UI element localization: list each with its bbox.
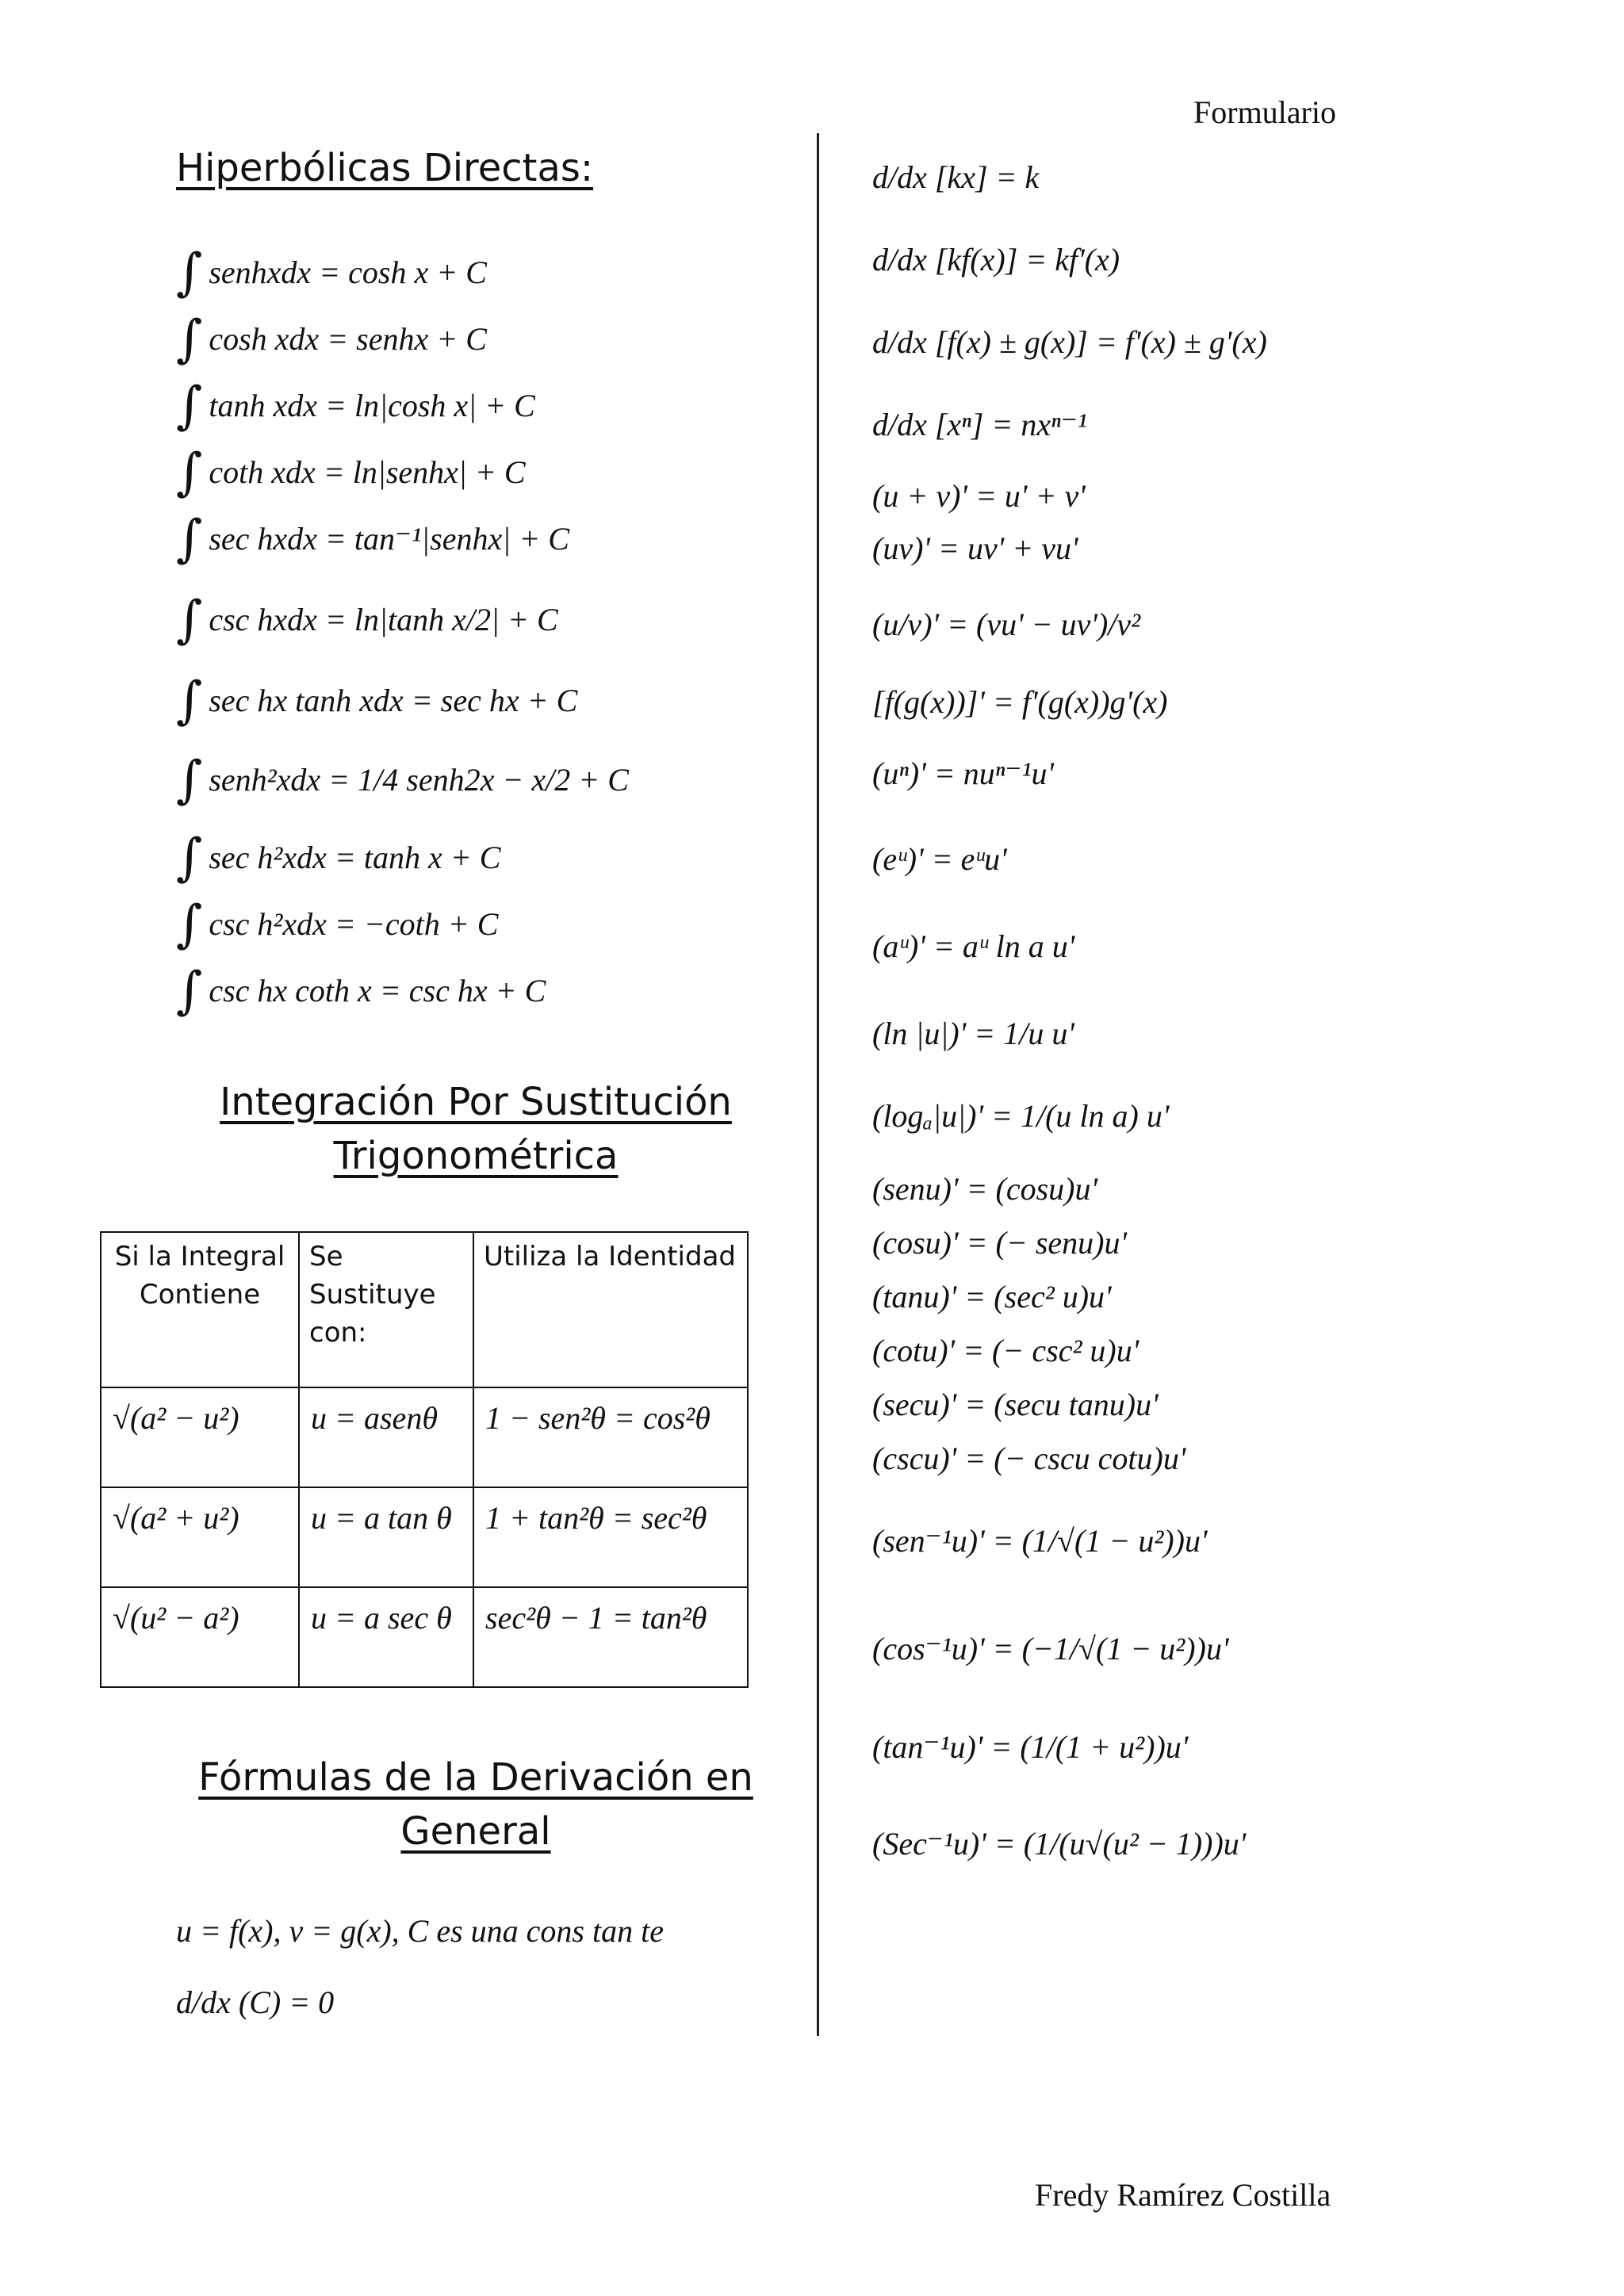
- integral-sign-icon: ∫: [176, 591, 203, 649]
- derivative-formula: (Sec⁻¹u)' = (1/(u√(u² − 1)))u': [872, 1826, 1247, 1862]
- integral-sign-icon: ∫: [176, 310, 203, 369]
- integral-sign-icon: ∫: [176, 828, 203, 887]
- hyperbolic-formula: ∫ sec hx tanh xdx = sec hx + C: [176, 672, 578, 730]
- author-footer: Fredy Ramírez Costilla: [1035, 2177, 1331, 2213]
- integral-sign-icon: ∫: [176, 377, 203, 435]
- table-cell: u = a sec θ: [299, 1587, 473, 1687]
- integral-sign-icon: ∫: [176, 510, 203, 568]
- derivative-formula: (senu)' = (cosu)u': [872, 1171, 1098, 1207]
- table-cell: 1 − sen²θ = cos²θ: [473, 1387, 748, 1487]
- derivative-formula: d/dx [xⁿ] = nxⁿ⁻¹: [872, 407, 1087, 442]
- table-cell: √(a² − u²): [101, 1387, 299, 1487]
- derivative-formula: [f(g(x))]' = f'(g(x))g'(x): [872, 684, 1168, 720]
- derivative-formula: (cos⁻¹u)' = (−1/√(1 − u²))u': [872, 1631, 1229, 1667]
- hyperbolic-formula: ∫ sec hxdx = tan⁻¹|senhx| + C: [176, 510, 569, 568]
- hyperbolic-formula: ∫ csc hx coth x = csc hx + C: [176, 962, 546, 1020]
- derivative-formula: (secu)' = (secu tanu)u': [872, 1387, 1159, 1422]
- table-cell: u = a tan θ: [299, 1487, 473, 1587]
- table-cell: u = asenθ: [299, 1387, 473, 1487]
- table-cell: sec²θ − 1 = tan²θ: [473, 1587, 748, 1687]
- hyperbolic-formula: ∫ cosh xdx = senhx + C: [176, 310, 487, 369]
- derivative-formula: (uv)' = uv' + vu': [872, 530, 1078, 566]
- derivative-formula: (cosu)' = (− senu)u': [872, 1225, 1128, 1261]
- table-cell: √(u² − a²): [101, 1587, 299, 1687]
- derivative-formula: (aᵘ)' = aᵘ ln a u': [872, 928, 1075, 964]
- derivative-formula: d/dx [kf(x)] = kf'(x): [872, 242, 1120, 277]
- substitution-table: [100, 1231, 749, 1688]
- column-divider: [817, 133, 819, 2036]
- table-header-row: [101, 1232, 748, 1387]
- table-cell: √(a² + u²): [101, 1487, 299, 1587]
- table-row: [101, 1587, 748, 1687]
- derivative-formula: (logₐ|u|)' = 1/(u ln a) u': [872, 1098, 1170, 1134]
- derivative-formula: (tan⁻¹u)' = (1/(1 + u²))u': [872, 1729, 1189, 1765]
- constant-rule-formula: d/dx (C) = 0: [176, 1984, 335, 2020]
- integral-sign-icon: ∫: [176, 962, 203, 1020]
- derivative-formula: (uⁿ)' = nuⁿ⁻¹u': [872, 756, 1055, 791]
- derivative-formula: (cotu)' = (− csc² u)u': [872, 1333, 1139, 1368]
- table-header-cell: Se Sustituye con:: [299, 1232, 473, 1387]
- hyperbolic-formula: ∫ coth xdx = ln|senhx| + C: [176, 443, 526, 502]
- derivative-formula: (eᵘ)' = eᵘu': [872, 841, 1007, 877]
- derivative-formula: (u + v)' = u' + v': [872, 478, 1086, 514]
- table-row: [101, 1387, 748, 1487]
- derivation-section-title: Fórmulas de la Derivación en General: [198, 1755, 753, 1854]
- hyperbolic-section-title: Hiperbólicas Directas:: [176, 146, 594, 190]
- hyperbolic-formula: ∫ tanh xdx = ln|cosh x| + C: [176, 377, 535, 435]
- table-row: [101, 1487, 748, 1587]
- derivative-formula: (ln |u|)' = 1/u u': [872, 1016, 1074, 1051]
- hyperbolic-formula: ∫ sec h²xdx = tanh x + C: [176, 828, 501, 887]
- hyperbolic-formula: ∫ senhxdx = cosh x + C: [176, 243, 487, 302]
- derivative-formula: (sen⁻¹u)' = (1/√(1 − u²))u': [872, 1523, 1208, 1559]
- table-cell: 1 + tan²θ = sec²θ: [473, 1487, 748, 1587]
- integral-sign-icon: ∫: [176, 443, 203, 502]
- hyperbolic-formula: ∫ csc h²xdx = −coth + C: [176, 895, 499, 954]
- derivative-formula: d/dx [kx] = k: [872, 159, 1040, 195]
- integral-sign-icon: ∫: [176, 751, 203, 809]
- hyperbolic-formula: ∫ senh²xdx = 1/4 senh2x − x/2 + C: [176, 751, 629, 809]
- derivative-formula: (u/v)' = (vu' − uv')/v²: [872, 607, 1141, 642]
- derivative-formula: (cscu)' = (− cscu cotu)u': [872, 1441, 1186, 1476]
- table-header-cell: Utiliza la Identidad: [473, 1232, 748, 1387]
- hyperbolic-formula: ∫ csc hxdx = ln|tanh x/2| + C: [176, 591, 558, 649]
- page-header-label: Formulario: [1193, 94, 1336, 130]
- integral-sign-icon: ∫: [176, 672, 203, 730]
- table-header-cell: Si la Integral Contiene: [101, 1232, 299, 1387]
- integral-sign-icon: ∫: [176, 895, 203, 954]
- derivative-formula: (tanu)' = (sec² u)u': [872, 1279, 1112, 1314]
- derivative-formula: d/dx [f(x) ± g(x)] = f'(x) ± g'(x): [872, 324, 1267, 360]
- derivation-definition: u = f(x), v = g(x), C es una cons tan te: [176, 1913, 664, 1949]
- integral-sign-icon: ∫: [176, 243, 203, 302]
- substitution-section-title: Integración Por Sustitución Trigonométrica: [220, 1080, 732, 1178]
